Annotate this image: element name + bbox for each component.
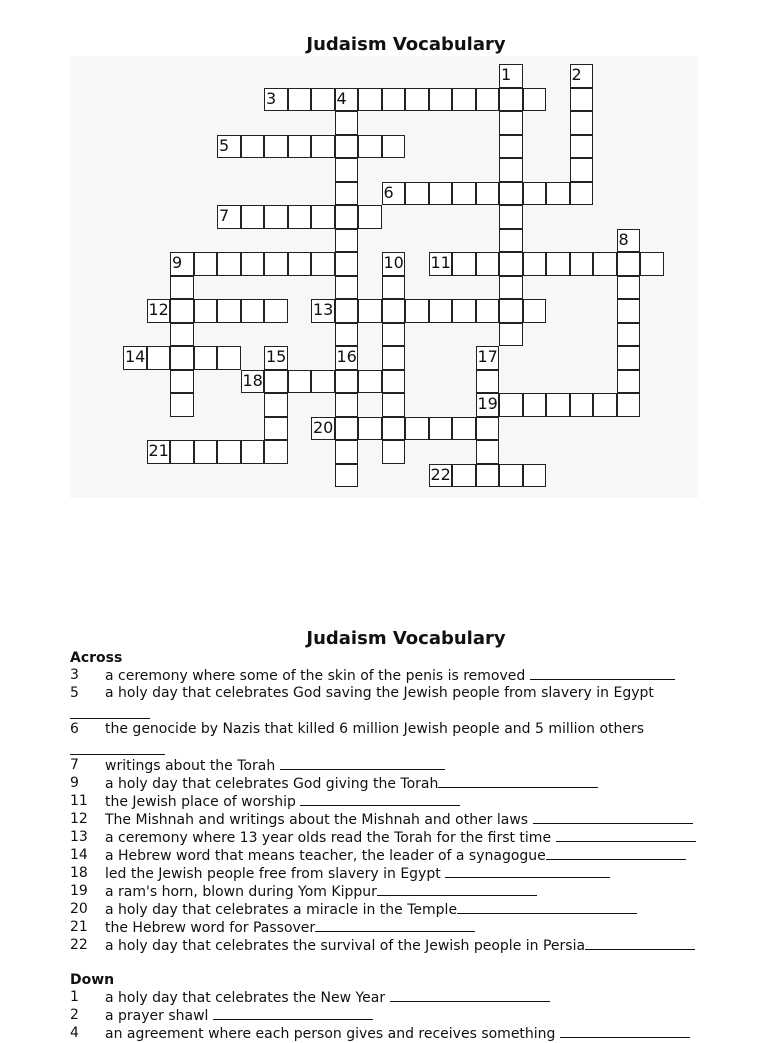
grid-cell[interactable]: [382, 135, 406, 159]
grid-cell[interactable]: [382, 393, 406, 417]
down-heading: Down: [70, 972, 115, 988]
grid-cell[interactable]: [217, 252, 241, 276]
across-clue-11: [70, 793, 730, 811]
answer-blank[interactable]: [315, 919, 475, 932]
grid-cell[interactable]: [358, 88, 382, 112]
grid-cell[interactable]: [264, 417, 288, 441]
grid-cell[interactable]: [217, 346, 241, 370]
grid-cell[interactable]: [476, 417, 500, 441]
grid-cell[interactable]: [335, 440, 359, 464]
grid-cell[interactable]: [499, 299, 523, 323]
grid-cell[interactable]: [241, 299, 265, 323]
cell-number: 20: [313, 417, 334, 437]
grid-cell[interactable]: [617, 393, 641, 417]
grid-cell[interactable]: [499, 135, 523, 159]
grid-cell[interactable]: [452, 88, 476, 112]
clue-text: a ceremony where 13 year olds read the Torah for the first time: [105, 829, 730, 847]
across-heading: Across: [70, 650, 123, 666]
grid-cell[interactable]: [335, 323, 359, 347]
grid-cell[interactable]: [476, 88, 500, 112]
grid-cell[interactable]: [170, 370, 194, 394]
grid-cell[interactable]: [499, 182, 523, 206]
grid-cell[interactable]: [476, 464, 500, 488]
clue-text: the genocide by Nazis that killed 6 million Jewish people and 5 million others: [105, 721, 730, 757]
clue-number: 19: [70, 883, 88, 899]
answer-blank[interactable]: [70, 702, 150, 719]
answer-blank[interactable]: [560, 1025, 690, 1038]
grid-cell[interactable]: [452, 464, 476, 488]
grid-cell[interactable]: [429, 299, 453, 323]
grid-cell[interactable]: [405, 299, 429, 323]
cell-number: 18: [242, 370, 263, 390]
down-clue-2: [70, 1007, 730, 1025]
grid-cell[interactable]: [335, 417, 359, 441]
grid-cell[interactable]: [335, 393, 359, 417]
grid-cell[interactable]: [429, 182, 453, 206]
grid-cell[interactable]: [241, 205, 265, 229]
grid-cell[interactable]: [194, 346, 218, 370]
cell-number: 7: [219, 206, 230, 225]
across-clue-7: [70, 757, 730, 775]
grid-cell[interactable]: [170, 393, 194, 417]
grid-cell[interactable]: [640, 252, 664, 276]
grid-cell[interactable]: [335, 135, 359, 159]
clue-text: The Mishnah and writings about the Mishnah and other laws: [105, 811, 730, 829]
answer-blank[interactable]: [280, 757, 445, 770]
grid-cell[interactable]: [499, 111, 523, 135]
grid-cell[interactable]: [358, 299, 382, 323]
grid-cell[interactable]: [264, 440, 288, 464]
clue-text: a prayer shawl: [105, 1007, 730, 1025]
grid-cell[interactable]: [593, 252, 617, 276]
cell-number: 16: [336, 347, 357, 366]
cell-number: 10: [383, 253, 404, 272]
across-clue-12: [70, 811, 730, 829]
grid-cell[interactable]: [288, 370, 312, 394]
grid-cell[interactable]: [476, 370, 500, 394]
grid-cell[interactable]: [499, 276, 523, 300]
clue-number: 11: [70, 793, 88, 809]
answer-blank[interactable]: [457, 901, 637, 914]
cell-number: 3: [266, 88, 277, 108]
clue-number: 7: [70, 757, 79, 773]
cell-number: 8: [618, 229, 629, 249]
cell-number: 4: [336, 88, 347, 108]
grid-cell[interactable]: [335, 252, 359, 276]
clue-number: 1: [70, 989, 79, 1005]
across-clue-18: [70, 865, 730, 883]
grid-cell[interactable]: [241, 252, 265, 276]
grid-cell[interactable]: [264, 370, 288, 394]
cell-number: 5: [219, 135, 230, 155]
grid-cell[interactable]: [311, 135, 335, 159]
grid-cell[interactable]: [264, 205, 288, 229]
answer-blank[interactable]: [556, 829, 696, 842]
cell-number: 21: [148, 441, 169, 460]
clue-text: a Hebrew word that means teacher, the leader of a synagogue: [105, 847, 730, 865]
grid-cell[interactable]: [452, 182, 476, 206]
grid-cell[interactable]: [358, 205, 382, 229]
grid-cell[interactable]: [523, 393, 547, 417]
grid-cell[interactable]: [382, 323, 406, 347]
grid-cell[interactable]: [405, 182, 429, 206]
grid-cell[interactable]: [499, 393, 523, 417]
grid-cell[interactable]: [523, 464, 547, 488]
grid-cell[interactable]: [382, 440, 406, 464]
clues-title: Judaism Vocabulary: [306, 628, 506, 649]
grid-cell[interactable]: [170, 323, 194, 347]
grid-cell[interactable]: [241, 440, 265, 464]
across-clue-9: [70, 775, 730, 793]
cell-number: 14: [125, 347, 146, 366]
grid-cell[interactable]: [617, 299, 641, 323]
grid-cell[interactable]: [358, 135, 382, 159]
clue-number: 22: [70, 937, 88, 953]
grid-cell[interactable]: [311, 370, 335, 394]
grid-cell[interactable]: [546, 182, 570, 206]
clue-list: [70, 650, 730, 1043]
across-clue-3: [70, 667, 730, 685]
grid-cell[interactable]: [358, 417, 382, 441]
clue-number: 2: [70, 1007, 79, 1023]
down-clue-1: [70, 989, 730, 1007]
grid-cell[interactable]: [170, 346, 194, 370]
grid-cell[interactable]: [452, 252, 476, 276]
cell-number: 9: [172, 253, 183, 272]
clue-number: 4: [70, 1025, 79, 1041]
grid-cell[interactable]: [499, 158, 523, 182]
grid-cell[interactable]: [617, 370, 641, 394]
grid-cell[interactable]: [570, 111, 594, 135]
grid-cell[interactable]: [382, 276, 406, 300]
grid-cell[interactable]: [617, 252, 641, 276]
grid-cell[interactable]: [476, 182, 500, 206]
cell-number: 1: [501, 65, 512, 84]
clue-number: 18: [70, 865, 88, 881]
clue-text: the Hebrew word for Passover: [105, 919, 730, 937]
grid-cell[interactable]: [311, 88, 335, 112]
across-clues: [70, 667, 730, 955]
grid-cell[interactable]: [335, 229, 359, 253]
grid-cell[interactable]: [546, 252, 570, 276]
clue-text: a holy day that celebrates God giving the Torah: [105, 775, 730, 793]
across-clue-19: [70, 883, 730, 901]
grid-cell[interactable]: [499, 229, 523, 253]
grid-cell[interactable]: [570, 135, 594, 159]
down-clue-4: [70, 1025, 730, 1043]
clue-text: writings about the Torah: [105, 757, 730, 775]
grid-cell[interactable]: [264, 135, 288, 159]
cell-number: 17: [477, 347, 498, 366]
grid-cell[interactable]: [147, 346, 171, 370]
cell-number: 6: [383, 182, 394, 202]
grid-cell[interactable]: [335, 276, 359, 300]
answer-blank[interactable]: [546, 847, 686, 860]
grid-cell[interactable]: [335, 158, 359, 182]
grid-cell[interactable]: [335, 299, 359, 323]
cell-number: 15: [266, 347, 287, 366]
clue-number: 6: [70, 721, 79, 737]
grid-cell[interactable]: [546, 393, 570, 417]
grid-cell[interactable]: [429, 88, 453, 112]
grid-cell[interactable]: [617, 323, 641, 347]
grid-cell[interactable]: [523, 182, 547, 206]
clue-text: led the Jewish people free from slavery in Egypt: [105, 865, 730, 883]
grid-cell[interactable]: [217, 299, 241, 323]
puzzle-title: Judaism Vocabulary: [306, 34, 506, 55]
clue-number: 9: [70, 775, 79, 791]
clue-number: 13: [70, 829, 88, 845]
grid-cell[interactable]: [311, 205, 335, 229]
cell-number: 19: [477, 394, 498, 413]
grid-cell[interactable]: [335, 205, 359, 229]
clue-text: a holy day that celebrates God saving the Jewish people from slavery in Egypt: [105, 685, 730, 721]
grid-cell[interactable]: [358, 370, 382, 394]
across-clue-20: [70, 901, 730, 919]
grid-cell[interactable]: [499, 205, 523, 229]
clue-text: an agreement where each person gives and receives something: [105, 1025, 730, 1043]
down-clues: [70, 989, 730, 1043]
grid-cell[interactable]: [217, 440, 241, 464]
across-clue-13: [70, 829, 730, 847]
grid-cell[interactable]: [452, 417, 476, 441]
clue-text: a holy day that celebrates a miracle in the Temple: [105, 901, 730, 919]
answer-blank[interactable]: [213, 1007, 373, 1020]
grid-cell[interactable]: [194, 252, 218, 276]
grid-cell[interactable]: [429, 417, 453, 441]
grid-cell[interactable]: [288, 88, 312, 112]
clue-number: 14: [70, 847, 88, 863]
grid-cell[interactable]: [288, 252, 312, 276]
grid-cell[interactable]: [170, 299, 194, 323]
grid-cell[interactable]: [382, 299, 406, 323]
answer-blank[interactable]: [438, 775, 598, 788]
across-clue-6: [70, 721, 730, 757]
across-clue-14: [70, 847, 730, 865]
clue-text: a holy day that celebrates the New Year: [105, 989, 730, 1007]
grid-cell[interactable]: [264, 393, 288, 417]
cell-number: 12: [148, 300, 169, 319]
grid-cell[interactable]: [264, 252, 288, 276]
grid-cell[interactable]: [570, 252, 594, 276]
grid-cell[interactable]: [570, 393, 594, 417]
grid-cell[interactable]: [264, 299, 288, 323]
grid-cell[interactable]: [405, 417, 429, 441]
answer-blank[interactable]: [300, 793, 460, 806]
grid-cell[interactable]: [570, 88, 594, 112]
grid-cell[interactable]: [570, 182, 594, 206]
grid-cell[interactable]: [405, 88, 429, 112]
clue-text: a holy day that celebrates the survival of the Jewish people in Persia: [105, 937, 730, 955]
clue-number: 21: [70, 919, 88, 935]
answer-blank[interactable]: [390, 989, 550, 1002]
grid-cell[interactable]: [499, 464, 523, 488]
grid-cell[interactable]: [476, 440, 500, 464]
grid-cell[interactable]: [288, 205, 312, 229]
grid-cell[interactable]: [382, 417, 406, 441]
grid-cell[interactable]: [523, 88, 547, 112]
clue-number: 12: [70, 811, 88, 827]
crossword-grid: [0, 0, 768, 520]
across-clue-21: [70, 919, 730, 937]
grid-cell[interactable]: [311, 252, 335, 276]
grid-cell[interactable]: [194, 299, 218, 323]
grid-cell[interactable]: [382, 346, 406, 370]
across-clue-5: [70, 685, 730, 721]
grid-cell[interactable]: [523, 299, 547, 323]
answer-blank[interactable]: [585, 937, 695, 950]
grid-cell[interactable]: [288, 135, 312, 159]
clue-number: 20: [70, 901, 88, 917]
grid-cell[interactable]: [476, 252, 500, 276]
clue-text: a ceremony where some of the skin of the penis is removed: [105, 667, 730, 685]
clue-number: 5: [70, 685, 79, 701]
grid-cell[interactable]: [499, 323, 523, 347]
grid-cell[interactable]: [194, 440, 218, 464]
across-clue-22: [70, 937, 730, 955]
cell-number: 2: [571, 65, 582, 84]
grid-cell[interactable]: [570, 158, 594, 182]
cell-number: 11: [430, 253, 451, 272]
grid-cell[interactable]: [499, 88, 523, 112]
grid-cell[interactable]: [476, 299, 500, 323]
grid-cell[interactable]: [382, 370, 406, 394]
grid-cell[interactable]: [335, 464, 359, 488]
answer-blank[interactable]: [70, 738, 165, 755]
cell-number: 22: [430, 464, 451, 484]
grid-cell[interactable]: [335, 182, 359, 206]
grid-cell[interactable]: [382, 88, 406, 112]
grid-cell[interactable]: [499, 252, 523, 276]
grid-cell[interactable]: [241, 135, 265, 159]
grid-cell[interactable]: [452, 299, 476, 323]
answer-blank[interactable]: [445, 865, 610, 878]
answer-blank[interactable]: [533, 811, 693, 824]
grid-cell[interactable]: [170, 440, 194, 464]
grid-cell[interactable]: [170, 276, 194, 300]
clue-number: 3: [70, 667, 79, 683]
grid-cell[interactable]: [617, 276, 641, 300]
grid-cell[interactable]: [523, 252, 547, 276]
answer-blank[interactable]: [377, 883, 537, 896]
cell-number: 13: [313, 300, 334, 319]
grid-cell[interactable]: [335, 370, 359, 394]
clue-text: a ram's horn, blown during Yom Kippur: [105, 883, 730, 901]
grid-cell[interactable]: [335, 111, 359, 135]
grid-cell[interactable]: [617, 346, 641, 370]
clue-text: the Jewish place of worship: [105, 793, 730, 811]
answer-blank[interactable]: [530, 667, 675, 680]
grid-cell[interactable]: [593, 393, 617, 417]
